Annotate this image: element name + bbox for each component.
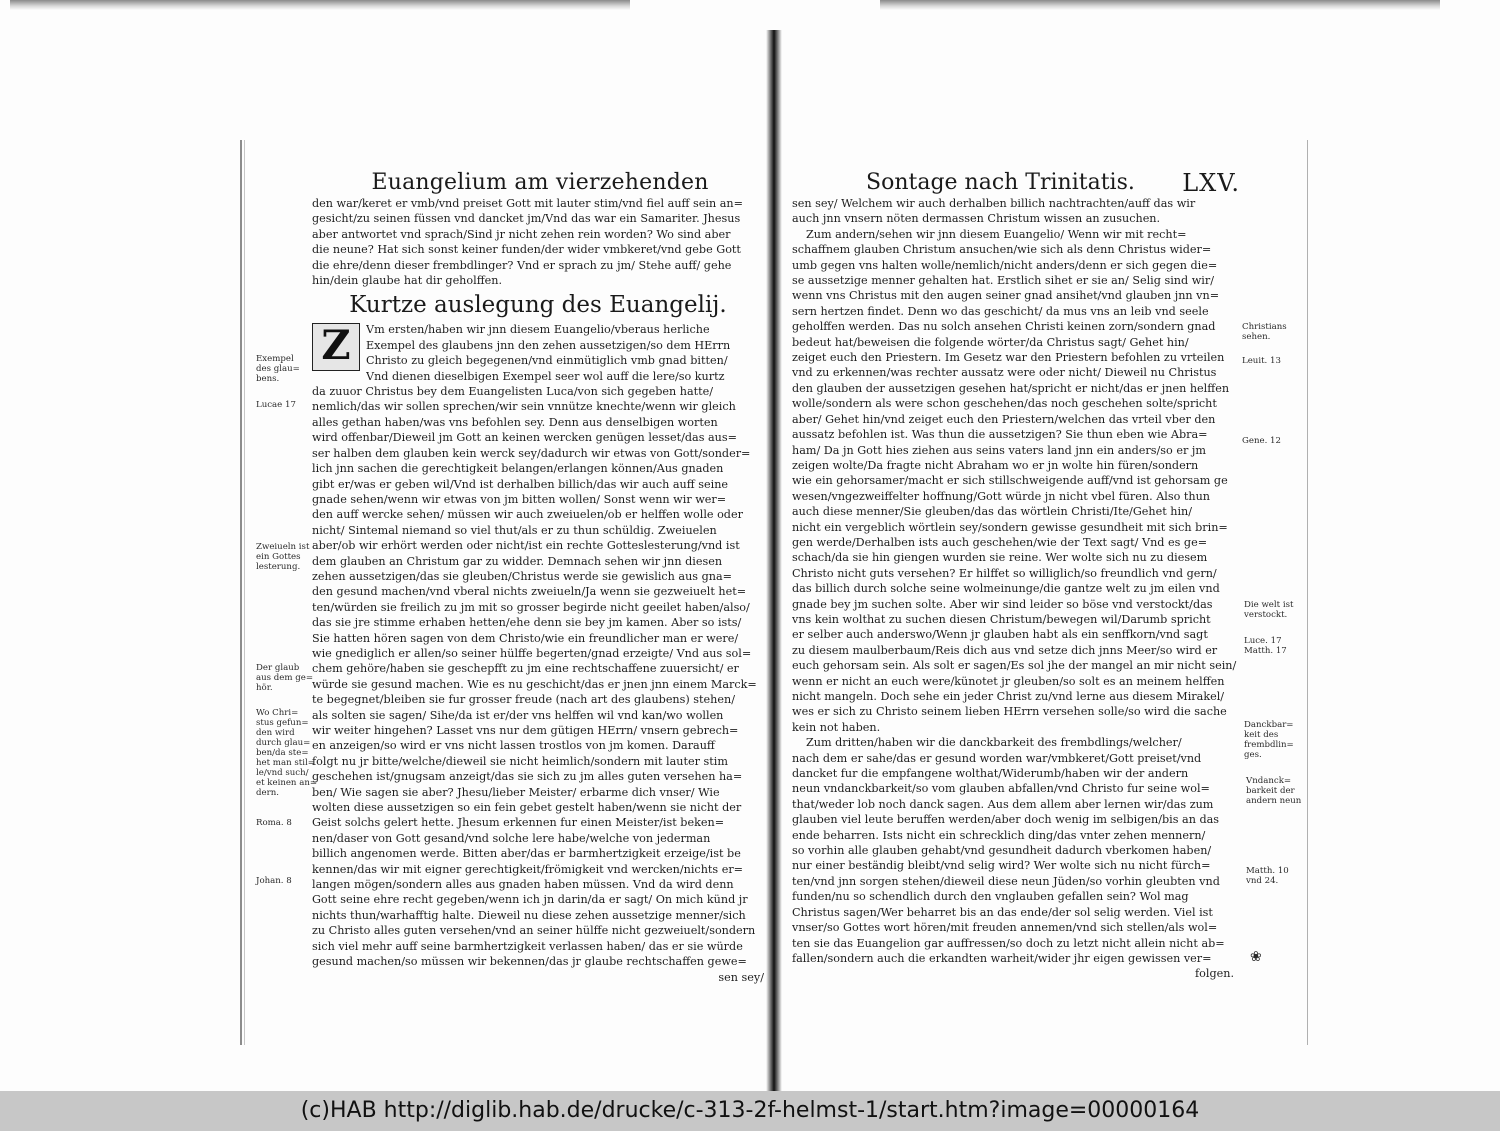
text-line: da zuuor Christus bey dem Euangelisten Luca/von sich gegeben hatte/ bbox=[312, 385, 714, 399]
text-line: als solten sie sagen/ Sihe/da ist er/der vns helffen wil vnd kan/wo wollen bbox=[312, 708, 724, 722]
text-line: gnade bey jm suchen solte. Aber wir sind leider so böse vnd verstockt/das bbox=[792, 597, 1213, 611]
text-line: sen sey/ bbox=[718, 970, 764, 984]
section-title: Kurtze auslegung des Euangelij. bbox=[349, 292, 727, 319]
text-line: schaffnem glauben Christum ansuchen/wie sich als denn Christus wider= bbox=[792, 243, 1212, 257]
text-line: kein not haben. bbox=[792, 720, 881, 734]
text-line: zeiget euch den Priestern. Im Gesetz war den Priestern befohlen zu vrteilen bbox=[792, 351, 1225, 365]
text-line: auch jnn vnsern nöten dermassen Christum wissen an zusuchen. bbox=[792, 212, 1161, 226]
text-line: Zum andern/sehen wir jnn diesem Euangelio/ Wenn wir mit recht= bbox=[806, 227, 1187, 241]
text-line: Christo zu gleich begegenen/vnd einmütiglich vmb gnad bitten/ bbox=[366, 354, 728, 368]
drop-cap-initial: Z bbox=[312, 323, 360, 371]
text-line: Vnd dienen dieselbigen Exempel seer wol auff die lere/so kurtz bbox=[366, 369, 725, 383]
text-line: nicht ein vergeblich wörtlein sey/sondern gewisse gesundheit mit sich brin= bbox=[792, 520, 1228, 534]
source-footer: (c)HAB http://diglib.hab.de/drucke/c-313-2f-helmst-1/start.htm?image=00000164 bbox=[0, 1091, 1500, 1131]
text-line: glauben viel leute beruffen werden/aber doch wenig im selbigen/bis an das bbox=[792, 813, 1220, 827]
right-page-edge bbox=[1307, 140, 1308, 1045]
text-line: nen/daser von Gott gesand/vnd solche lere habe/welche von jederman bbox=[312, 831, 711, 845]
text-line: nach dem er sahe/das er gesund worden war/vmbkeret/Gott preiset/vnd bbox=[792, 751, 1202, 765]
text-line: Gott seine ehre recht gegeben/wenn ich jn darin/da er sagt/ On mich künd jr bbox=[312, 893, 748, 907]
text-line: nicht mangeln. Doch sehe ein jeder Christ zu/vnd lerne aus diesem Mirakel/ bbox=[792, 690, 1225, 703]
left-page-edge-shadow bbox=[244, 140, 245, 1045]
text-line: Sie hatten hören sagen von dem Christo/wie ein freundlicher man er were/ bbox=[312, 631, 739, 645]
running-title: Sontage nach Trinitatis. bbox=[866, 170, 1135, 195]
text-line: schach/da sie hin giengen wurden sie reine. Wer wolte sich nu zu diesem bbox=[792, 551, 1208, 565]
text-line: sen sey/ Welchem wir auch derhalben billich nachtrachten/auff das wir bbox=[792, 197, 1196, 210]
text-line: wir weiter hingehen? Lasset vns nur dem gütigen HErrn/ vnsern gebrech= bbox=[312, 724, 739, 737]
text-line: ser halben dem glauben kein werck sey/dadurch wir etwas von Gott/sonder= bbox=[312, 446, 751, 460]
text-line: umb gegen vns halten wolle/nemlich/nicht anders/denn er sich gegen die= bbox=[792, 258, 1218, 272]
text-line: wesen/vngezweiffelter hoffnung/Gott würde jn nicht vbel füren. Also thun bbox=[792, 489, 1211, 503]
text-line: zeigen wolte/Da fragte nicht Abraham wo er jn wolte hin füren/sondern bbox=[792, 458, 1199, 472]
text-line: lich jnn sachen die gerechtigkeit belangen/erlangen können/Aus gnaden bbox=[312, 462, 724, 476]
margin-note: Christians sehen. bbox=[1242, 322, 1287, 342]
text-line: en anzeigen/so wird er vns nicht lassen trostlos von jm komen. Darauff bbox=[312, 739, 715, 753]
right-page bbox=[792, 170, 1240, 982]
text-line: Christus sagen/Wer beharret bis an das ende/der sol selig werden. Viel ist bbox=[792, 905, 1213, 919]
text-line: geholffen werden. Das nu solch ansehen Christi keinen zorn/sondern gnad bbox=[792, 320, 1216, 334]
text-line: kennen/das wir mit eigner gerechtigkeit/frömigkeit vnd wercken/nichts er= bbox=[312, 862, 744, 876]
margin-note: Roma. 8 bbox=[256, 818, 292, 828]
text-line: auch diese menner/Sie gleuben/das das wörtlein Christi/Ite/Gehet hin/ bbox=[792, 505, 1193, 519]
text-line: den gesund machen/vnd vberal nichts zweiueln/Ja wenn sie gezweiuelt het= bbox=[312, 585, 747, 599]
right-body-text bbox=[792, 196, 1240, 982]
text-line: zehen aussetzigen/das sie gleuben/Christus werde sie gewislich aus gna= bbox=[312, 569, 733, 583]
text-line: folgen. bbox=[1195, 967, 1234, 981]
text-line: te begegnet/bleiben sie fur grosser freude (nach art des glaubens) stehen/ bbox=[312, 693, 735, 707]
text-line: ten/vnd jnn sorgen stehen/dieweil diese neun Jüden/so vorhin gleubten vnd bbox=[792, 874, 1220, 888]
text-line: die neune? Hat sich sonst keiner funden/der wider vmbkeret/vnd gebe Gott bbox=[312, 243, 741, 257]
text-line: Zum dritten/haben wir die danckbarkeit des frembdlings/welcher/ bbox=[806, 736, 1182, 750]
text-line: bedeut hat/beweisen die folgende wörter/da Christus sagt/ Gehet hin/ bbox=[792, 335, 1189, 349]
text-line: Geist solchs gelert hette. Jhesum erkennen fur einen Meister/ist beken= bbox=[312, 816, 725, 830]
text-line: nichts thun/warhafftig halte. Dieweil nu diese zehen aussetzige menner/sich bbox=[312, 908, 746, 922]
text-line: ten/würden sie freilich zu jm mit so grosser begirde nicht geeilet haben/also/ bbox=[312, 600, 750, 614]
text-line: aber antwortet vnd sprach/Sind jr nicht zehen rein worden? Wo sind aber bbox=[312, 227, 731, 241]
text-line: wolle/sondern als were schon geschehen/das noch geschehen solte/spricht bbox=[792, 397, 1217, 411]
text-line: vns kein wolthat zu suchen diesen Christum/bewegen wil/Darumb spricht bbox=[792, 612, 1211, 626]
margin-note: Vndanck= barkeit der andern neun bbox=[1246, 776, 1302, 806]
text-line: dancket fur die empfangene wolthat/Widerumb/haben wir der andern bbox=[792, 767, 1189, 781]
margin-note: Lucae 17 bbox=[256, 400, 296, 410]
text-line: gnade sehen/wenn wir etwas von jm bitten wollen/ Sonst wenn wir wer= bbox=[312, 492, 727, 506]
text-line: vnser/so Gottes wort hören/mit freuden annemen/vnd sich stellen/als wol= bbox=[792, 921, 1218, 935]
text-line: chem gehöre/haben sie geschepfft zu jm eine rechtschaffene zuuersicht/ er bbox=[312, 662, 739, 676]
book-gutter bbox=[766, 30, 782, 1091]
margin-note: Die welt ist verstockt. bbox=[1244, 600, 1294, 620]
text-line: nicht/ Sintemal niemand so viel thut/als er zu thun schüldig. Zweiuelen bbox=[312, 523, 717, 537]
flower-ornament-icon: ❀ bbox=[1250, 949, 1262, 965]
text-line: den war/keret er vmb/vnd preiset Gott mit lauter stim/vnd fiel auff sein an= bbox=[312, 197, 743, 210]
text-line: ham/ Da jn Gott hies ziehen aus seins vaters land jnn ein anders/so er jm bbox=[792, 443, 1206, 457]
text-line: euch gehorsam sein. Als solt er sagen/Es sol jhe der mangel an mir nicht sein/ bbox=[792, 659, 1237, 673]
text-line: hin/dein glaube hat dir geholffen. bbox=[312, 274, 503, 288]
margin-note: Der glaub aus dem ge= hör. bbox=[256, 663, 314, 693]
text-line: ten sie das Euangelion gar auffressen/so doch zu letzt nicht allein nicht ab= bbox=[792, 936, 1225, 950]
text-line: ende beharren. Ists nicht ein schrecklich ding/das vnter zehen mennern/ bbox=[792, 828, 1206, 842]
text-line: zu Christo alles guten versehen/vnd an seiner hülffe nicht gezweiuelt/sondern bbox=[312, 924, 756, 938]
text-line: wie gnediglich er allen/so seiner hülffe begerten/gnad erzeigte/ Vnd aus sol= bbox=[312, 646, 752, 660]
text-line: wenn vns Christus mit den augen seiner gnad ansihet/vnd glauben jnn vn= bbox=[792, 289, 1220, 303]
text-line: folgt nu jr bitte/welche/dieweil sie nicht heimlich/sondern mit lauter stim bbox=[312, 754, 728, 768]
text-line: langen mögen/sondern alles aus gnaden haben müssen. Vnd da wird denn bbox=[312, 878, 734, 892]
margin-note: Matth. 10 vnd 24. bbox=[1246, 866, 1289, 886]
text-line: würde sie gesund machen. Wie es nu geschicht/das er jnen jnn einem Marck= bbox=[312, 677, 757, 691]
text-line: funden/nu so schendlich durch den vnglauben gefallen sein? Wol mag bbox=[792, 890, 1189, 904]
text-line: Christo nicht guts versehen? Er hilffet so williglich/so freundlich vnd gern/ bbox=[792, 566, 1217, 580]
text-line: geschehen ist/gnugsam anzeigt/das sie sich zu jm alles guten versehen ha= bbox=[312, 770, 743, 784]
text-line: den auff wercke sehen/ müssen wir auch zweiuelen/ob er helffen wolle oder bbox=[312, 508, 743, 522]
margin-note: Exempel des glau= bens. bbox=[256, 354, 300, 384]
right-page-header bbox=[792, 170, 1240, 196]
margin-note: Zweiueln ist ein Gottes lesterung. bbox=[256, 542, 310, 572]
margin-note: Gene. 12 bbox=[1242, 436, 1281, 446]
margin-note: Leuit. 13 bbox=[1242, 356, 1281, 366]
text-line: nur einer beständig bleibt/vnd selig wird? Wer wolte sich nu nicht fürch= bbox=[792, 859, 1211, 873]
left-body-text bbox=[312, 322, 764, 984]
text-line: die ehre/denn dieser frembdlinger? Vnd er sprach zu jm/ Stehe auff/ gehe bbox=[312, 258, 732, 272]
text-line: sern hertzen findet. Denn wo das geschicht/ da mus vns an leib vnd seele bbox=[792, 304, 1209, 318]
text-line: gesund machen/so müssen wir bekennen/das jr glaube rechtschaffen gewe= bbox=[312, 955, 747, 969]
text-line: billich angenomen werde. Bitten aber/das er barmhertzigkeit erzeige/ist be bbox=[312, 847, 741, 861]
text-line: wes er sich zu Christo seinem lieben HErrn versehen solle/so wird die sache bbox=[792, 705, 1227, 719]
scan-edge-streak bbox=[10, 0, 630, 10]
text-line: Exempel des glaubens jnn den zehen aussetzigen/so dem HErrn bbox=[366, 338, 731, 352]
left-top-text bbox=[312, 196, 764, 288]
left-page bbox=[312, 170, 764, 985]
left-page-edge bbox=[240, 140, 242, 1045]
margin-note: Luce. 17 Matth. 17 bbox=[1244, 636, 1287, 656]
margin-note: Wo Chri= stus gefun= den wird durch glau= ben/da ste= het man stil= le/vnd such/ et keinen an= dern. bbox=[256, 708, 318, 798]
left-page-header: Euangelium am vierzehenden bbox=[371, 170, 709, 195]
text-line: er selber auch anderswo/Wenn jr glauben habt als ein senffkorn/vnd sagt bbox=[792, 628, 1208, 642]
text-line: gen werde/Derhalben ists auch geschehen/wie der Text sagt/ Vnd es ge= bbox=[792, 535, 1208, 549]
text-line: sich viel mehr auff seine barmhertzigkeit verlassen haben/ das er sie würde bbox=[312, 939, 743, 953]
text-line: Vm ersten/haben wir jnn diesem Euangelio/vberaus herliche bbox=[366, 323, 710, 337]
text-line: ben/ Wie sagen sie aber? Jhesu/lieber Meister/ erbarme dich vnser/ Wie bbox=[312, 785, 720, 799]
text-line: nemlich/das wir sollen sprechen/wir sein vnnütze knechte/wenn wir gleich bbox=[312, 400, 736, 414]
text-line: wolten diese aussetzigen so ein fein gebet gestelt haben/wenn sie nicht der bbox=[312, 801, 742, 815]
margin-note: Danckbar= keit des frembdlin= ges. bbox=[1244, 720, 1294, 760]
text-line: so vorhin alle glauben gehabt/vnd gesundheit dadurch vberkomen haben/ bbox=[792, 844, 1212, 858]
text-line: wenn er nicht an euch were/künotet jr gleuben/so solt es an meinem helffen bbox=[792, 674, 1225, 688]
text-line: dem glauben an Christum gar zu widder. Demnach sehen wir jnn diesen bbox=[312, 554, 723, 568]
text-line: aber/ob wir erhört werden oder nicht/ist ein rechte Gotteslesterung/vnd ist bbox=[312, 539, 740, 553]
text-line: gesicht/zu seinen füssen vnd dancket jm/Vnd das war ein Samariter. Jhesus bbox=[312, 212, 741, 226]
text-line: se aussetzige menner gehalten hat. Erstlich sihet er sie an/ Selig sind wir/ bbox=[792, 274, 1214, 288]
text-line: zu diesem maulberbaum/Reis dich aus vnd setze dich jnns Meer/so wird er bbox=[792, 643, 1218, 657]
text-line: aber/ Gehet hin/vnd zeiget euch den Priestern/welchen das vrteil vber den bbox=[792, 412, 1216, 426]
scan-edge-streak bbox=[880, 0, 1440, 10]
text-line: neun vndanckbarkeit/so vom glauben abfallen/vnd Christo fur seine wol= bbox=[792, 782, 1210, 796]
text-line: gibt er/was er geben wil/Vnd ist derhalben billich/das wir auch auff seine bbox=[312, 477, 729, 491]
text-line: vnd zu erkennen/was rechter aussatz were oder nicht/ Dieweil nu Christus bbox=[792, 366, 1217, 380]
text-line: wie ein gehorsamer/macht er sich stillschweigende auff/vnd ist gehorsam ge bbox=[792, 474, 1228, 488]
text-line: alles gethan haben/was vns befohlen sey. Denn aus denselbigen worten bbox=[312, 415, 718, 429]
text-line: aussatz befohlen ist. Was thun die aussetzigen? Sie thun eben wie Abra= bbox=[792, 428, 1208, 442]
text-line: that/weder lob noch danck sagen. Aus dem allem aber lernen wir/das zum bbox=[792, 797, 1214, 811]
text-line: den glauben der aussetzigen gesehen hat/spricht er nicht/das er jnen helffen bbox=[792, 381, 1230, 395]
margin-note: Johan. 8 bbox=[256, 876, 292, 886]
text-line: das sie jre stimme erhaben hetten/ehe denn sie bey jm kamen. Aber so ists/ bbox=[312, 616, 742, 630]
text-line: wird offenbar/Dieweil jm Gott an keinen wercken genügen lesset/das aus= bbox=[312, 431, 737, 445]
text-line: fallen/sondern auch die erkandten warheit/wider jhr eigen gewissen ver= bbox=[792, 951, 1212, 965]
text-line: das billich durch solche seine wolmeinunge/die gantze welt zu jm eilen vnd bbox=[792, 582, 1220, 596]
folio-number: LXV. bbox=[1182, 169, 1240, 197]
